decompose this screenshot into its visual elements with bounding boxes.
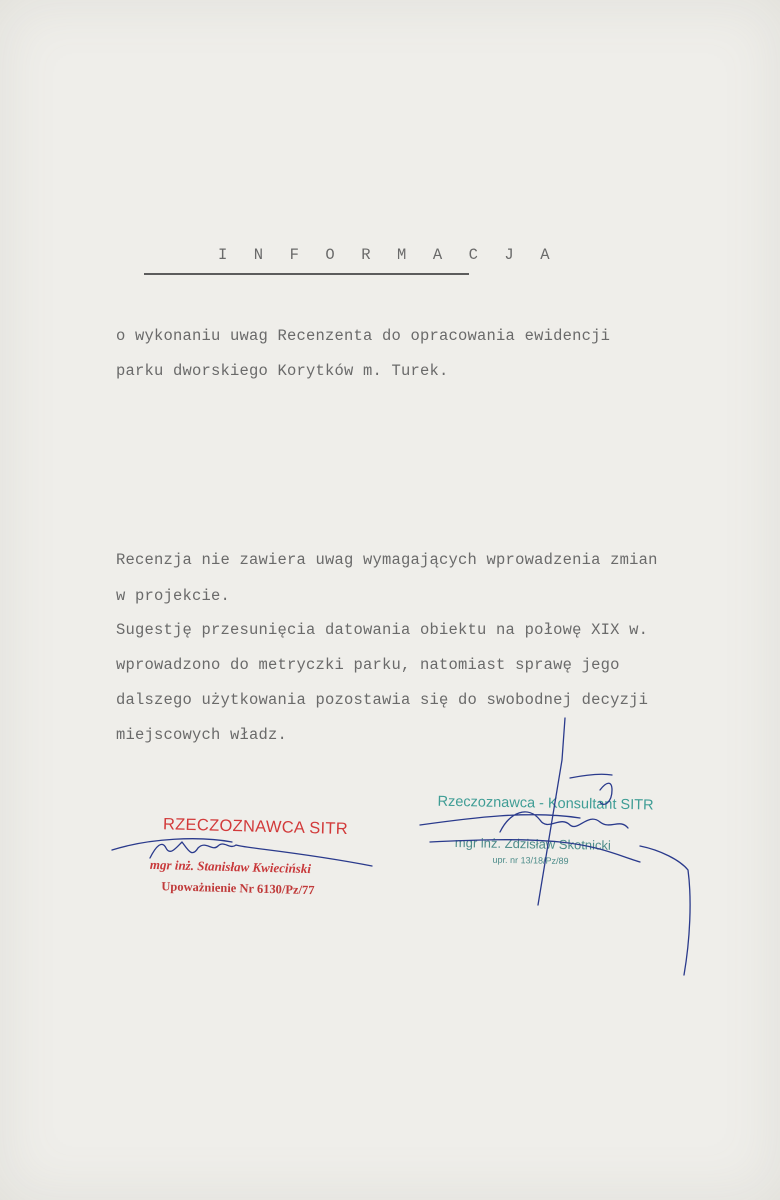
right-signature [420,718,690,975]
right-stamp-name: mgr inż. Zdzisław Skotnicki [454,835,612,853]
body-line-4: wprowadzono do metryczki parku, natomiast sprawę jego [116,656,620,674]
left-stamp-name: mgr inż. Stanisław Kwieciński [149,856,312,877]
body-line-1: Recenzja nie zawiera uwag wymagających wprowadzenia zmian [116,551,658,569]
document-title: I N F O R M A C J A [218,246,559,264]
body-line-6: miejscowych władz. [116,726,288,744]
right-stamp-title: Rzeczoznawca - Konsultant SITR [437,793,654,814]
left-stamp-authorization: Upoważnienie Nr 6130/Pz/77 [161,879,315,898]
body-line-2: w projekcie. [116,587,231,605]
body-line-3: Sugestję przesunięcia datowania obiektu na połowę XIX w. [116,621,649,639]
right-stamp-authorization: upr. nr 13/18/Pz/89 [492,854,569,867]
subject-line-1: o wykonaniu uwag Recenzenta do opracowania ewidencji [116,327,611,345]
subject-line-2: parku dworskiego Korytków m. Turek. [116,362,449,380]
left-signature [112,839,372,866]
left-stamp-title: RZECZOZNAWCA SITR [162,815,349,839]
body-line-5: dalszego użytkowania pozostawia się do swobodnej decyzji [116,691,649,709]
